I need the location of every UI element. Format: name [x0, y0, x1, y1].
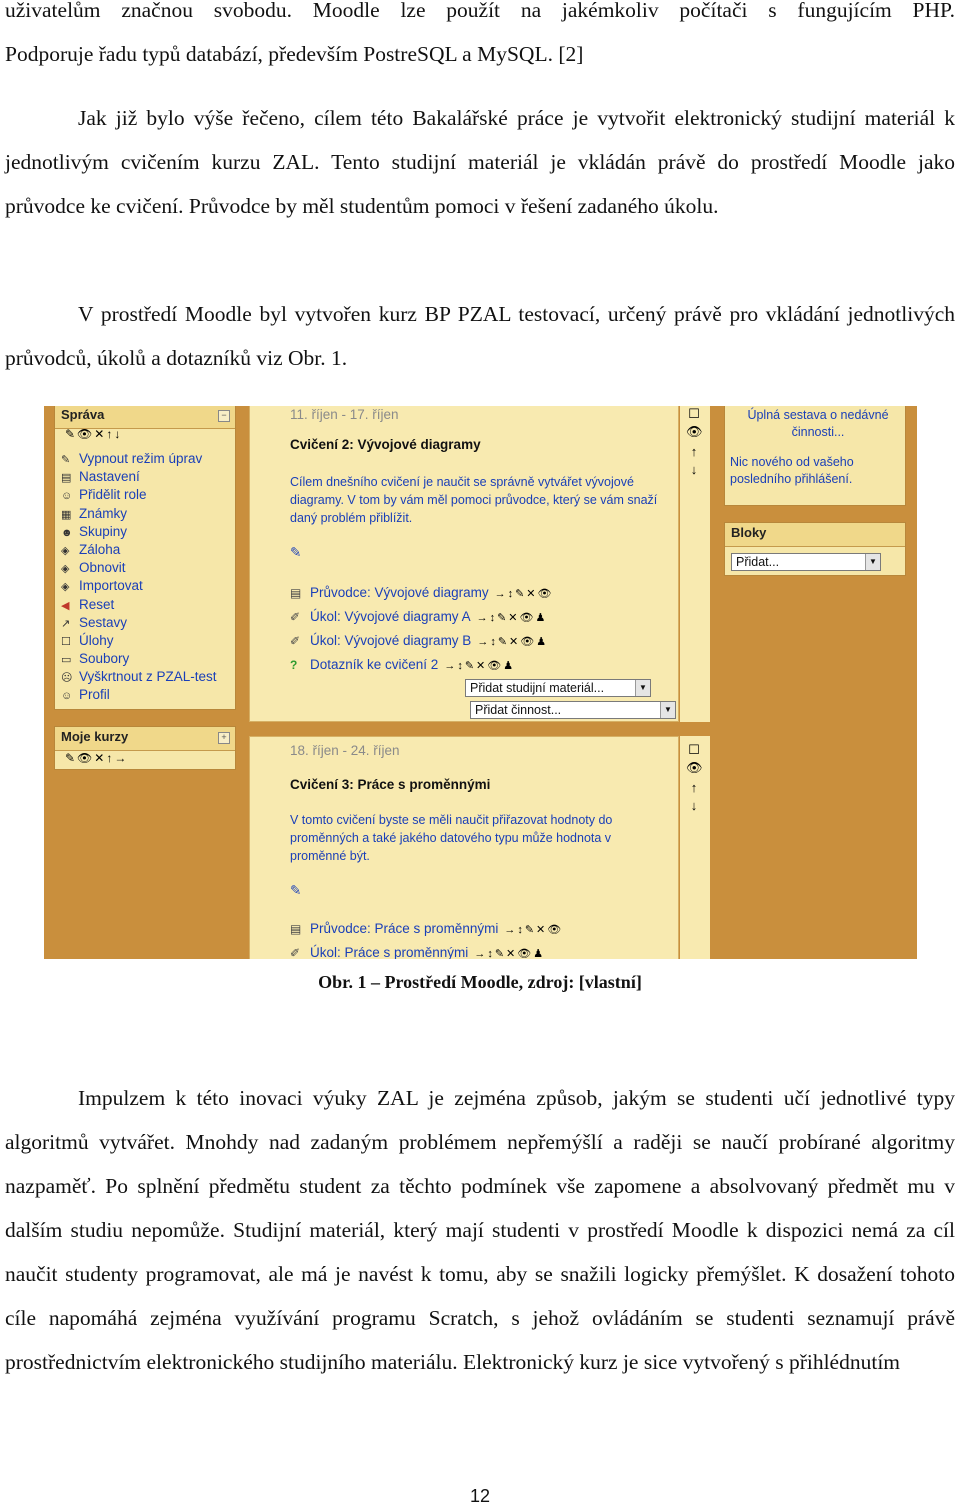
grades-icon: ▦ [61, 508, 72, 521]
assignment-icon: ✐ [290, 634, 301, 648]
paragraph-intro [5, 0, 955, 76]
edit-tools-icon: →↕✎✕👁♟ [477, 636, 549, 648]
week-description: V tomto cvičení byste se měli naučit přiřazovat hodnoty do proměnných a také jakého datového typu může hodnota v proměnné být. [290, 813, 613, 863]
page-icon: ▤ [290, 922, 302, 936]
resource-link[interactable]: ✐ Úkol: Vývojové diagramy A →↕✎✕👁♟ [290, 609, 548, 624]
admin-item[interactable]: ▤ Nastavení [61, 469, 140, 485]
tasks-icon: ☐ [61, 635, 71, 648]
section-controls [680, 736, 710, 959]
reports-icon: ↗ [61, 617, 71, 630]
add-activity-select[interactable]: Přidat činnost... ▼ [470, 701, 676, 719]
page-number: 12 [469, 1486, 491, 1506]
edit-tools-icon[interactable]: ✎👁✕↑→ [65, 751, 129, 765]
page-icon: ▤ [290, 586, 302, 600]
arrow-down-icon[interactable]: ↓ [690, 798, 698, 813]
arrow-up-icon[interactable]: ↑ [690, 780, 698, 795]
nothing-new-text: Nic nového od vašeho posledního přihlášení. [730, 455, 854, 486]
week-section [249, 406, 679, 722]
resource-link[interactable]: ✐ Úkol: Práce s proměnnými →↕✎✕👁♟ [290, 945, 546, 959]
settings-icon: ▤ [61, 472, 72, 485]
courses-block-title: Moje kurzy [55, 727, 235, 751]
add-block-select[interactable]: Přidat... ▼ [731, 553, 881, 571]
paragraph-line: uživatelům značnou svobodu. Moodle lze použít na jakémkoliv počítači s fungujícím PHP. [5, 0, 955, 22]
week-date: 18. říjen - 24. říjen [290, 743, 400, 758]
edit-icon: ✎ [61, 454, 71, 466]
folder-icon: ▭ [61, 654, 72, 667]
edit-tools-icon: →↕✎✕👁♟ [476, 612, 548, 624]
week-title: Cvičení 2: Vývojové diagramy [290, 437, 481, 452]
paragraph-line: Podporuje řadu typů databází, především PostreSQL a MySQL. [2] [5, 42, 584, 66]
assignment-icon: ✐ [290, 610, 301, 624]
week-title: Cvičení 3: Práce s proměnnými [290, 777, 491, 792]
resource-link[interactable]: ✐ Úkol: Vývojové diagramy B →↕✎✕👁♟ [290, 633, 549, 648]
edit-tools-icon[interactable]: ✎👁✕↑↓ [65, 427, 123, 441]
admin-item[interactable]: ☐ Úlohy [61, 632, 114, 648]
week-date: 11. říjen - 17. říjen [290, 407, 399, 422]
backup-icon: ◈ [61, 544, 70, 557]
resource-link[interactable]: ▤ Průvodce: Práce s proměnnými →↕✎✕👁 [290, 921, 564, 936]
eye-icon[interactable]: 👁 [686, 424, 703, 439]
admin-item[interactable]: ▦ Známky [61, 505, 128, 521]
admin-item[interactable]: ☹ Vyškrtnout z PZAL-test [61, 669, 217, 685]
edit-tools-icon: →↕✎✕👁♟ [474, 948, 546, 959]
admin-item[interactable]: ◈ Záloha [61, 541, 121, 557]
admin-block [54, 406, 236, 710]
admin-item[interactable]: ☻ Skupiny [61, 523, 128, 539]
full-report-link[interactable]: Úplná sestava o nedávné činnosti... [747, 408, 889, 439]
paragraph-course: V prostředí Moodle byl vytvořen kurz BP PZAL testovací, určený právě pro vkládání jednotlivých průvodců, úkolů a dotazníků viz Obr. 1. [5, 302, 955, 370]
questionnaire-icon: ? [290, 658, 298, 672]
admin-item[interactable]: ▭ Soubory [61, 651, 130, 667]
assignment-icon: ✐ [290, 946, 301, 959]
section-controls [680, 406, 710, 722]
restore-icon: ◈ [61, 563, 70, 576]
admin-item[interactable]: ☺ Profil [61, 687, 110, 703]
week-section [249, 736, 679, 959]
paragraph-goal: Jak již bylo výše řečeno, cílem této Bakalářské práce je vytvořit elektronický studijní materiál k jednotlivým cvičením kurzu ZAL. Tento studijní materiál je vkládán právě do prostředí Moodle jako průvodce ke cvičení. Průvodce by měl studentům pomoci v řešení zadaného úkolu. [5, 106, 955, 218]
import-icon: ◈ [61, 581, 70, 594]
roles-icon: ☺ [61, 490, 73, 503]
week-description: Cílem dnešního cvičení je naučit se správně vytvářet vývojové diagramy. V tom by vám měl pomoci průvodce, který se vám snaží daný problém přiblížit. [290, 475, 658, 525]
expand-icon[interactable]: + [218, 732, 230, 744]
admin-item[interactable]: ◈ Obnovit [61, 560, 126, 576]
figure-caption: Obr. 1 – Prostředí Moodle, zdroj: [vlastní] [318, 972, 642, 992]
profile-icon: ☺ [61, 690, 73, 703]
edit-icon[interactable]: ✎ [290, 883, 302, 898]
courses-block [54, 726, 236, 770]
edit-icon[interactable]: ✎ [290, 545, 302, 560]
edit-tools-icon: →↕✎✕👁 [504, 924, 564, 936]
resource-link[interactable]: ▤ Průvodce: Vývojové diagramy →↕✎✕👁 [290, 585, 554, 600]
groups-icon: ☻ [61, 526, 73, 539]
admin-item[interactable]: ✎ Vypnout režim úprav [61, 451, 203, 466]
unenrol-icon: ☹ [61, 672, 73, 685]
edit-tools-icon: →↕✎✕👁♟ [444, 660, 516, 672]
highlight-icon[interactable]: ☐ [688, 742, 700, 757]
collapse-icon[interactable]: − [218, 410, 230, 422]
eye-icon[interactable]: 👁 [686, 760, 703, 775]
admin-item[interactable]: ◀ Reset [61, 596, 115, 612]
blocks-title: Bloky [725, 523, 905, 547]
chevron-down-icon: ▼ [635, 680, 650, 696]
paragraph-motivation: Impulzem k této inovaci výuky ZAL je zejména způsob, jakým se studenti učí jednotlivé typy algoritmů vytvářet. Mnohdy nad zadaným problémem nepřemýšlí a raději se naučí probírané algoritmy nazpaměť. Po splnění předmětu student za těchto podmínek vše zapomene a absolvovaný předmět mu v dalším studiu nepomůže. Studijní materiál, který mají studenti v prostředí Moodle k dispozici nemá za cíl naučit studenty programovat, ale má je navést k tomu, aby se snažili logicky přemýšlet. K dosažení tohoto cíle napomáhá zejména využívání programu Scratch, s jehož ovládáním se studenti seznamují právě prostřednictvím elektronického studijního materiálu. Elektronický kurz je sice vytvořený s přihlédnutím [5, 1086, 955, 1374]
highlight-icon[interactable]: ☐ [688, 406, 700, 421]
admin-item[interactable]: ☺ Přidělit role [61, 487, 147, 503]
reset-icon: ◀ [61, 599, 70, 612]
admin-block-title: Správa [55, 406, 235, 429]
resource-link[interactable]: ? Dotazník ke cvičení 2 →↕✎✕👁♟ [290, 657, 516, 672]
arrow-up-icon[interactable]: ↑ [690, 444, 698, 459]
admin-item[interactable]: ◈ Importovat [61, 578, 143, 594]
chevron-down-icon: ▼ [865, 554, 880, 570]
blocks-block [724, 522, 906, 576]
arrow-down-icon[interactable]: ↓ [690, 462, 698, 477]
edit-tools-icon: →↕✎✕👁 [494, 588, 554, 600]
admin-menu [61, 451, 217, 706]
chevron-down-icon: ▼ [660, 702, 675, 718]
recent-activity-block [724, 406, 906, 506]
admin-item[interactable]: ↗ Sestavy [61, 614, 128, 630]
add-resource-select[interactable]: Přidat studijní materiál... ▼ [465, 679, 651, 697]
moodle-screenshot [44, 406, 917, 959]
